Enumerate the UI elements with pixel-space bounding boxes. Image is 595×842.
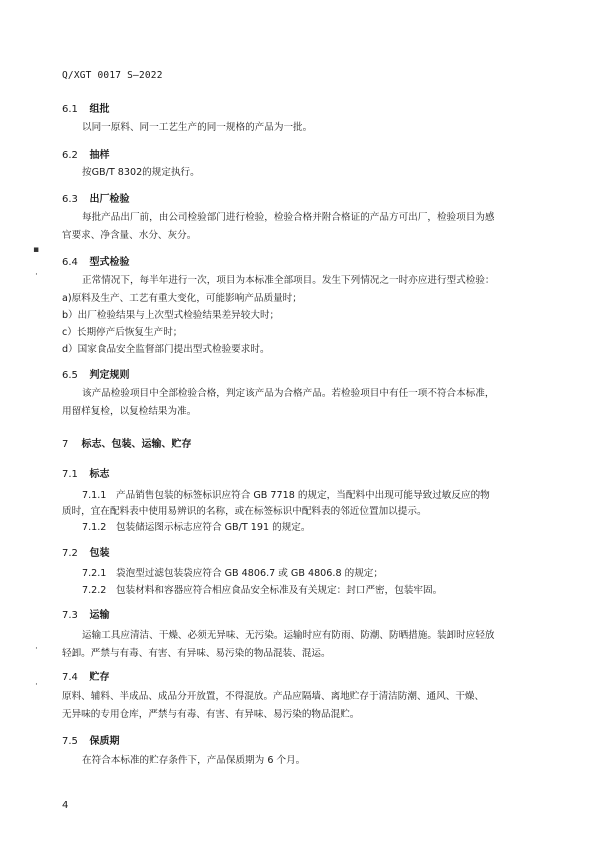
heading-title: 型式检验: [89, 257, 130, 268]
list-item-a: a)原料及生产、工艺有重大变化，可能影响产品质量时；: [62, 293, 302, 304]
clause-7-2-2: 7.2.2 包装材料和容器应符合相应食品安全标准及有关规定：封口严密，包装牢固。: [82, 585, 443, 596]
heading-number: 6.4: [62, 257, 78, 268]
heading-title: 判定规则: [89, 370, 130, 381]
heading-7-4: [62, 668, 109, 683]
heading-number: 6.1: [62, 104, 78, 115]
heading-number: 7.1: [62, 469, 78, 480]
heading-title: 标志: [89, 469, 110, 480]
heading-6-5: [62, 366, 129, 381]
heading-number: 6.3: [62, 194, 78, 205]
heading-6-2: [62, 146, 109, 161]
paragraph-7-3-line2: 轻卸。严禁与有毒、有害、有异味、易污染的物品混装、混运。: [62, 648, 331, 659]
clause-7-1-2: 7.1.2 包装储运图示标志应符合 GB/T 191 的规定。: [82, 522, 311, 533]
heading-6-3: [62, 190, 129, 205]
paragraph-7-5: 在符合本标准的贮存条件下，产品保质期为 6 个月。: [82, 755, 306, 766]
clause-7-2-1: 7.2.1 袋泡型过滤包装袋应符合 GB 4806.7 或 GB 4806.8 的规定；: [82, 568, 383, 579]
paragraph-6-4: 正常情况下，每半年进行一次，项目为本标准全部项目。发生下列情况之一时亦应进行型式检验：: [82, 275, 495, 286]
heading-number: 7.5: [62, 736, 78, 747]
scan-mark: ▪: [33, 245, 40, 255]
heading-number: 7.2: [62, 548, 78, 559]
heading-title: 包装: [89, 548, 110, 559]
clause-7-1-1-line2: 质时，宜在配料表中使用易辨识的名称，或在标签标识中配料表的邻近位置加以提示。: [62, 506, 427, 517]
heading-number: 7: [62, 439, 69, 450]
paragraph-6-5-line1: 该产品检验项目中全部检验合格，判定该产品为合格产品。若检验项目中有任一项不符合本标准，: [82, 388, 495, 399]
paragraph-6-1: 以同一原料、同一工艺生产的同一规格的产品为一批。: [82, 122, 313, 133]
document-code: Q/XGT 0017 S—2022: [62, 70, 163, 81]
clause-7-1-1-line1: 7.1.1 产品销售包装的标签标识应符合 GB 7718 的规定，当配料中出现可能导致过敏反应的物: [82, 490, 490, 501]
paragraph-7-4-line1: 原料、辅料、半成品、成品分开放置，不得混放。产品应隔墙、离地贮存于清洁防潮、通风、干燥、: [62, 691, 485, 702]
heading-number: 6.2: [62, 150, 78, 161]
list-item-d: d）国家食品安全监督部门提出型式检验要求时。: [62, 344, 270, 355]
heading-7-1: [62, 465, 109, 480]
heading-7-3: [62, 606, 109, 621]
scan-mark: ·: [35, 644, 38, 654]
heading-number: 6.5: [62, 370, 78, 381]
paragraph-7-4-line2: 无异味的专用仓库，严禁与有毒、有害、有异味、易污染的物品混贮。: [62, 709, 360, 720]
heading-title: 标志、包装、运输、贮存: [81, 439, 192, 450]
heading-6-4: [62, 253, 129, 268]
page-number: 4: [62, 800, 69, 811]
heading-title: 出厂检验: [89, 194, 130, 205]
heading-title: 贮存: [89, 672, 110, 683]
heading-6-1: [62, 100, 109, 115]
heading-7-2: [62, 544, 109, 559]
scan-mark: ·: [35, 680, 38, 690]
list-item-c: c）长期停产后恢复生产时；: [62, 327, 183, 338]
scan-mark: ·: [35, 270, 38, 280]
heading-7: [62, 435, 191, 450]
heading-number: 7.3: [62, 610, 78, 621]
paragraph-6-3-line2: 官要求、净含量、水分、灰分。: [62, 230, 197, 241]
paragraph-7-3-line1: 运输工具应清洁、干燥、必须无异味、无污染。运输时应有防雨、防潮、防晒措施。装卸时应轻放: [82, 630, 495, 641]
paragraph-6-3-line1: 每批产品出厂前，由公司检验部门进行检验，检验合格并附合格证的产品方可出厂，检验项目为感: [82, 212, 495, 223]
heading-7-5: [62, 732, 119, 747]
heading-number: 7.4: [62, 672, 78, 683]
heading-title: 抽样: [89, 150, 110, 161]
paragraph-6-5-line2: 用留样复检，以复检结果为准。: [62, 406, 197, 417]
list-item-b: b）出厂检验结果与上次型式检验结果差异较大时；: [62, 310, 280, 321]
paragraph-6-2: 按GB/T 8302的规定执行。: [82, 167, 200, 178]
heading-title: 组批: [89, 104, 110, 115]
heading-title: 运输: [89, 610, 110, 621]
heading-title: 保质期: [89, 736, 120, 747]
